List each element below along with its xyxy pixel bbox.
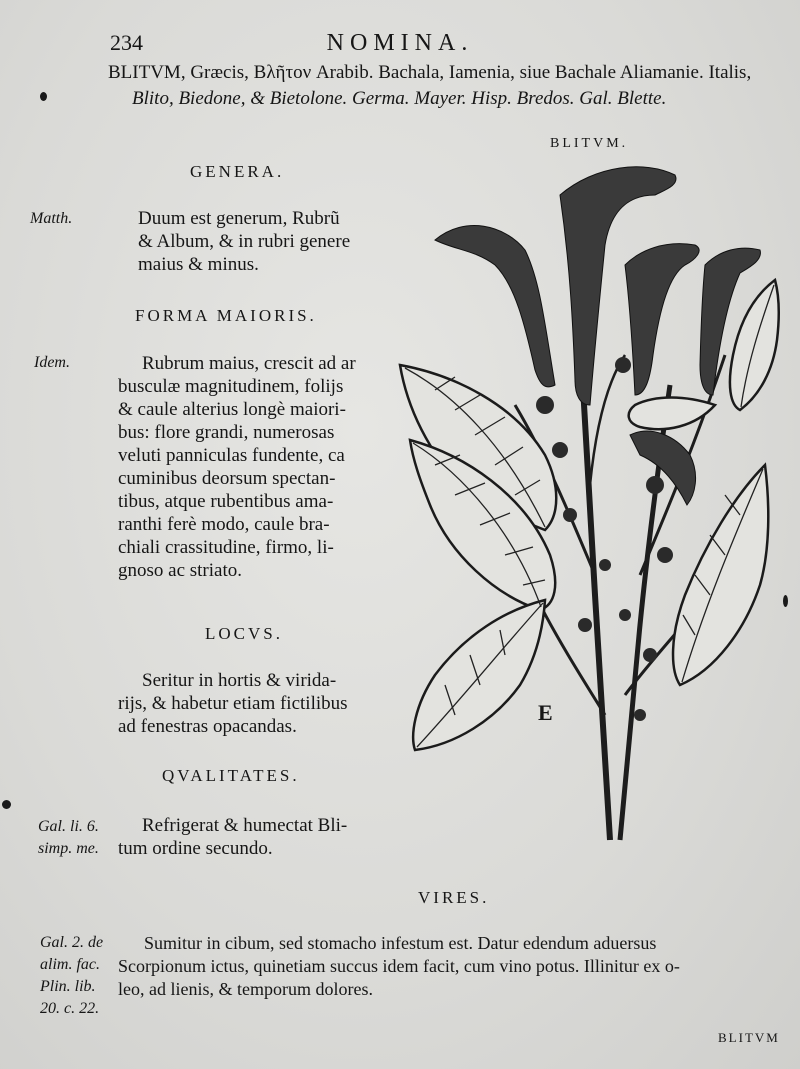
- text-line: tum ordine secundo.: [118, 838, 273, 859]
- text-line: veluti panniculas fundente, ca: [118, 445, 345, 466]
- text-line: rijs, & habetur etiam fictilibus: [118, 693, 348, 714]
- margin-note-forma: Idem.: [34, 354, 70, 371]
- names-line-1: BLITVM, Græcis, Βλῆτον Arabib. Bachala, Iamenia, siue Bachale Aliamanie. Italis,: [108, 62, 752, 83]
- text-line: Scorpionum ictus, quinetiam succus idem facit, cum vino potus. Illinitur ex o-: [118, 956, 680, 976]
- text-line: & Album, & in rubri genere: [138, 231, 351, 252]
- heading-vires: VIRES.: [418, 888, 490, 907]
- margin-note-qualitates: [38, 816, 99, 860]
- genera-text: [138, 207, 350, 276]
- text-line: Refrigerat & humectat Bli-: [142, 815, 348, 836]
- text-line: maius & minus.: [138, 254, 259, 275]
- text-line: Duum est generum, Rubrũ: [138, 208, 340, 229]
- text-line: Sumitur in cibum, sed stomacho infestum est. Datur edendum aduersus: [144, 933, 657, 953]
- text-line: & caule alterius longè maiori-: [118, 399, 346, 420]
- plant-woodcut-illustration: [395, 155, 785, 855]
- vires-text: [118, 932, 680, 1001]
- margin-line: Gal. li. 6.: [38, 818, 99, 835]
- heading-qualitates: QVALITATES.: [162, 766, 300, 785]
- margin-line: 20. c. 22.: [40, 1000, 100, 1017]
- text-line: ranthi ferè modo, caule bra-: [118, 514, 330, 535]
- text-line: tibus, atque rubentibus ama-: [118, 491, 334, 512]
- figure-letter: E: [538, 700, 553, 725]
- names-line-2: Blito, Biedone, & Bietolone. Germa. Mayer. Hisp. Bredos. Gal. Blette.: [132, 88, 667, 109]
- ink-speck: [783, 595, 788, 607]
- forma-text: [118, 352, 356, 582]
- qualitates-text: [118, 814, 347, 860]
- text-line: Rubrum maius, crescit ad ar: [142, 353, 356, 374]
- text-line: cuminibus deorsum spectan-: [118, 468, 336, 489]
- heading-genera: GENERA.: [190, 162, 285, 181]
- margin-note-genera: Matth.: [30, 210, 73, 227]
- ink-speck: [2, 800, 11, 809]
- catchword: BLITVM: [718, 1030, 780, 1045]
- text-line: leo, ad lienis, & temporum dolores.: [118, 979, 373, 999]
- heading-forma: FORMA MAIORIS.: [135, 306, 317, 325]
- text-line: gnoso ac striato.: [118, 560, 243, 581]
- heading-locus: LOCVS.: [205, 624, 283, 643]
- locus-text: [118, 669, 348, 738]
- text-line: chiali crassitudine, firmo, li-: [118, 537, 334, 558]
- margin-line: alim. fac.: [40, 956, 100, 973]
- page-number: 234: [110, 30, 143, 55]
- running-header: NOMINA.: [326, 30, 474, 56]
- text-line: bus: flore grandi, numerosas: [118, 422, 335, 443]
- text-line: busculæ magnitudinem, folijs: [118, 376, 344, 397]
- margin-line: simp. me.: [38, 840, 99, 857]
- ink-speck: [40, 92, 47, 101]
- figure-title: BLITVM.: [550, 136, 629, 151]
- margin-line: Gal. 2. de: [40, 934, 104, 951]
- text-line: ad fenestras opacandas.: [118, 716, 297, 737]
- margin-line: Plin. lib.: [40, 978, 96, 995]
- text-line: Seritur in hortis & virida-: [142, 670, 337, 691]
- margin-note-vires: [40, 932, 103, 1020]
